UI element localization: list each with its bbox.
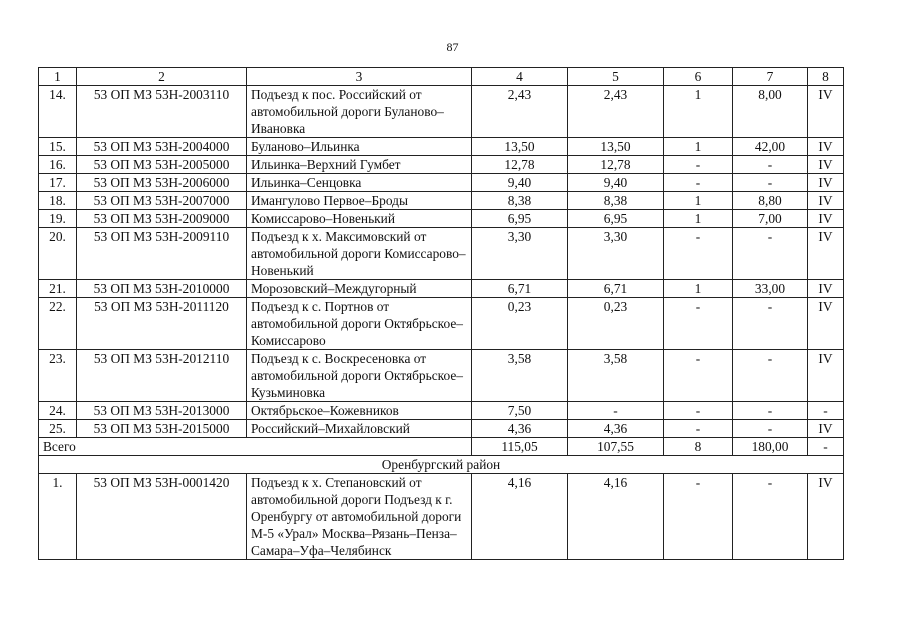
row-number: 23.	[39, 350, 77, 402]
length-total: 12,78	[472, 156, 568, 174]
road-category: IV	[808, 192, 844, 210]
road-category: IV	[808, 474, 844, 560]
table-row	[39, 474, 844, 560]
road-name: Морозовский–Междугорный	[247, 280, 472, 298]
table-row	[39, 210, 844, 228]
length-total: 7,50	[472, 402, 568, 420]
column-number: 7	[733, 68, 808, 86]
table-row	[39, 156, 844, 174]
road-name: Подъезд к с. Воскресеновка от автомобильной дороги Октябрьское–Кузьминовка	[247, 350, 472, 402]
length-hard-surface: 3,58	[568, 350, 664, 402]
road-id-code: 53 ОП МЗ 53Н-0001420	[77, 474, 247, 560]
length-total: 4,36	[472, 420, 568, 438]
column-number: 6	[664, 68, 733, 86]
bridge-count: -	[664, 174, 733, 192]
road-category: IV	[808, 298, 844, 350]
bridge-count: -	[664, 156, 733, 174]
bridge-count: -	[664, 420, 733, 438]
column-number: 8	[808, 68, 844, 86]
total-road-category: -	[808, 438, 844, 456]
table-row	[39, 86, 844, 138]
bridge-length: 7,00	[733, 210, 808, 228]
road-id-code: 53 ОП МЗ 53Н-2015000	[77, 420, 247, 438]
road-name: Ильинка–Верхний Гумбет	[247, 156, 472, 174]
row-number: 19.	[39, 210, 77, 228]
length-total: 6,95	[472, 210, 568, 228]
length-hard-surface: 0,23	[568, 298, 664, 350]
bridge-count: 1	[664, 138, 733, 156]
bridge-count: -	[664, 350, 733, 402]
row-number: 15.	[39, 138, 77, 156]
road-name: Имангулово Первое–Броды	[247, 192, 472, 210]
road-category: -	[808, 402, 844, 420]
table-row	[39, 280, 844, 298]
bridge-length: -	[733, 228, 808, 280]
row-number: 22.	[39, 298, 77, 350]
road-registry-table	[38, 67, 844, 560]
bridge-length: -	[733, 350, 808, 402]
length-hard-surface: 12,78	[568, 156, 664, 174]
road-category: IV	[808, 350, 844, 402]
road-category: IV	[808, 228, 844, 280]
column-number: 4	[472, 68, 568, 86]
table-row	[39, 420, 844, 438]
road-name: Подъезд к пос. Российский от автомобильной дороги Буланово–Ивановка	[247, 86, 472, 138]
road-name: Подъезд к х. Максимовский от автомобильной дороги Комиссарово–Новенький	[247, 228, 472, 280]
length-total: 3,30	[472, 228, 568, 280]
row-number: 1.	[39, 474, 77, 560]
bridge-length: -	[733, 420, 808, 438]
length-total: 6,71	[472, 280, 568, 298]
bridge-count: -	[664, 474, 733, 560]
road-category: IV	[808, 420, 844, 438]
bridge-count: 1	[664, 192, 733, 210]
length-hard-surface: 6,71	[568, 280, 664, 298]
road-id-code: 53 ОП МЗ 53Н-2009110	[77, 228, 247, 280]
page-number: 87	[446, 40, 459, 54]
table-row	[39, 174, 844, 192]
length-hard-surface: 9,40	[568, 174, 664, 192]
bridge-length: 33,00	[733, 280, 808, 298]
road-category: IV	[808, 174, 844, 192]
bridge-count: 1	[664, 280, 733, 298]
length-hard-surface: 13,50	[568, 138, 664, 156]
bridge-length: 8,80	[733, 192, 808, 210]
length-hard-surface: 3,30	[568, 228, 664, 280]
total-length-total: 115,05	[472, 438, 568, 456]
length-hard-surface: 2,43	[568, 86, 664, 138]
length-total: 8,38	[472, 192, 568, 210]
road-id-code: 53 ОП МЗ 53Н-2005000	[77, 156, 247, 174]
length-total: 3,58	[472, 350, 568, 402]
road-id-code: 53 ОП МЗ 53Н-2006000	[77, 174, 247, 192]
bridge-length: 42,00	[733, 138, 808, 156]
column-number: 2	[77, 68, 247, 86]
road-category: IV	[808, 86, 844, 138]
road-id-code: 53 ОП МЗ 53Н-2009000	[77, 210, 247, 228]
table-row	[39, 228, 844, 280]
length-total: 13,50	[472, 138, 568, 156]
bridge-length: -	[733, 474, 808, 560]
table-row	[39, 350, 844, 402]
road-category: IV	[808, 280, 844, 298]
row-number: 14.	[39, 86, 77, 138]
road-id-code: 53 ОП МЗ 53Н-2010000	[77, 280, 247, 298]
column-number: 3	[247, 68, 472, 86]
bridge-count: -	[664, 298, 733, 350]
road-id-code: 53 ОП МЗ 53Н-2003110	[77, 86, 247, 138]
bridge-length: 8,00	[733, 86, 808, 138]
road-id-code: 53 ОП МЗ 53Н-2007000	[77, 192, 247, 210]
length-hard-surface: 8,38	[568, 192, 664, 210]
length-total: 9,40	[472, 174, 568, 192]
column-number-row	[39, 68, 844, 86]
row-number: 25.	[39, 420, 77, 438]
road-id-code: 53 ОП МЗ 53Н-2013000	[77, 402, 247, 420]
row-number: 20.	[39, 228, 77, 280]
bridge-length: -	[733, 402, 808, 420]
row-number: 18.	[39, 192, 77, 210]
bridge-length: -	[733, 156, 808, 174]
table-row	[39, 298, 844, 350]
table-row	[39, 402, 844, 420]
road-name: Подъезд к х. Степановский от автомобильной дороги Подъезд к г. Оренбургу от автомобильной дороги М-5 «Урал» Москва–Рязань–Пенза–Самара–Уфа–Челябинск	[247, 474, 472, 560]
table-row	[39, 138, 844, 156]
length-hard-surface: 6,95	[568, 210, 664, 228]
bridge-length: -	[733, 298, 808, 350]
column-number: 1	[39, 68, 77, 86]
road-name: Ильинка–Сенцовка	[247, 174, 472, 192]
district-section-row	[39, 456, 844, 474]
row-number: 24.	[39, 402, 77, 420]
bridge-count: 1	[664, 210, 733, 228]
bridge-count: -	[664, 402, 733, 420]
road-name: Российский–Михайловский	[247, 420, 472, 438]
bridge-length: -	[733, 174, 808, 192]
bridge-count: -	[664, 228, 733, 280]
district-title: Оренбургский район	[39, 456, 844, 474]
total-bridge-count: 8	[664, 438, 733, 456]
row-number: 21.	[39, 280, 77, 298]
total-length-hard-surface: 107,55	[568, 438, 664, 456]
length-hard-surface: 4,16	[568, 474, 664, 560]
bridge-count: 1	[664, 86, 733, 138]
road-id-code: 53 ОП МЗ 53Н-2004000	[77, 138, 247, 156]
total-bridge-length: 180,00	[733, 438, 808, 456]
road-name: Октябрьское–Кожевников	[247, 402, 472, 420]
road-category: IV	[808, 210, 844, 228]
road-name: Комиссарово–Новенький	[247, 210, 472, 228]
total-row	[39, 438, 844, 456]
length-hard-surface: -	[568, 402, 664, 420]
column-number: 5	[568, 68, 664, 86]
length-total: 2,43	[472, 86, 568, 138]
road-category: IV	[808, 156, 844, 174]
road-category: IV	[808, 138, 844, 156]
length-total: 4,16	[472, 474, 568, 560]
total-label: Всего	[39, 438, 472, 456]
road-name: Подъезд к с. Портнов от автомобильной дороги Октябрьское–Комиссарово	[247, 298, 472, 350]
road-id-code: 53 ОП МЗ 53Н-2012110	[77, 350, 247, 402]
road-id-code: 53 ОП МЗ 53Н-2011120	[77, 298, 247, 350]
row-number: 17.	[39, 174, 77, 192]
length-hard-surface: 4,36	[568, 420, 664, 438]
table-body	[39, 68, 844, 560]
road-name: Буланово–Ильинка	[247, 138, 472, 156]
row-number: 16.	[39, 156, 77, 174]
length-total: 0,23	[472, 298, 568, 350]
table-row	[39, 192, 844, 210]
